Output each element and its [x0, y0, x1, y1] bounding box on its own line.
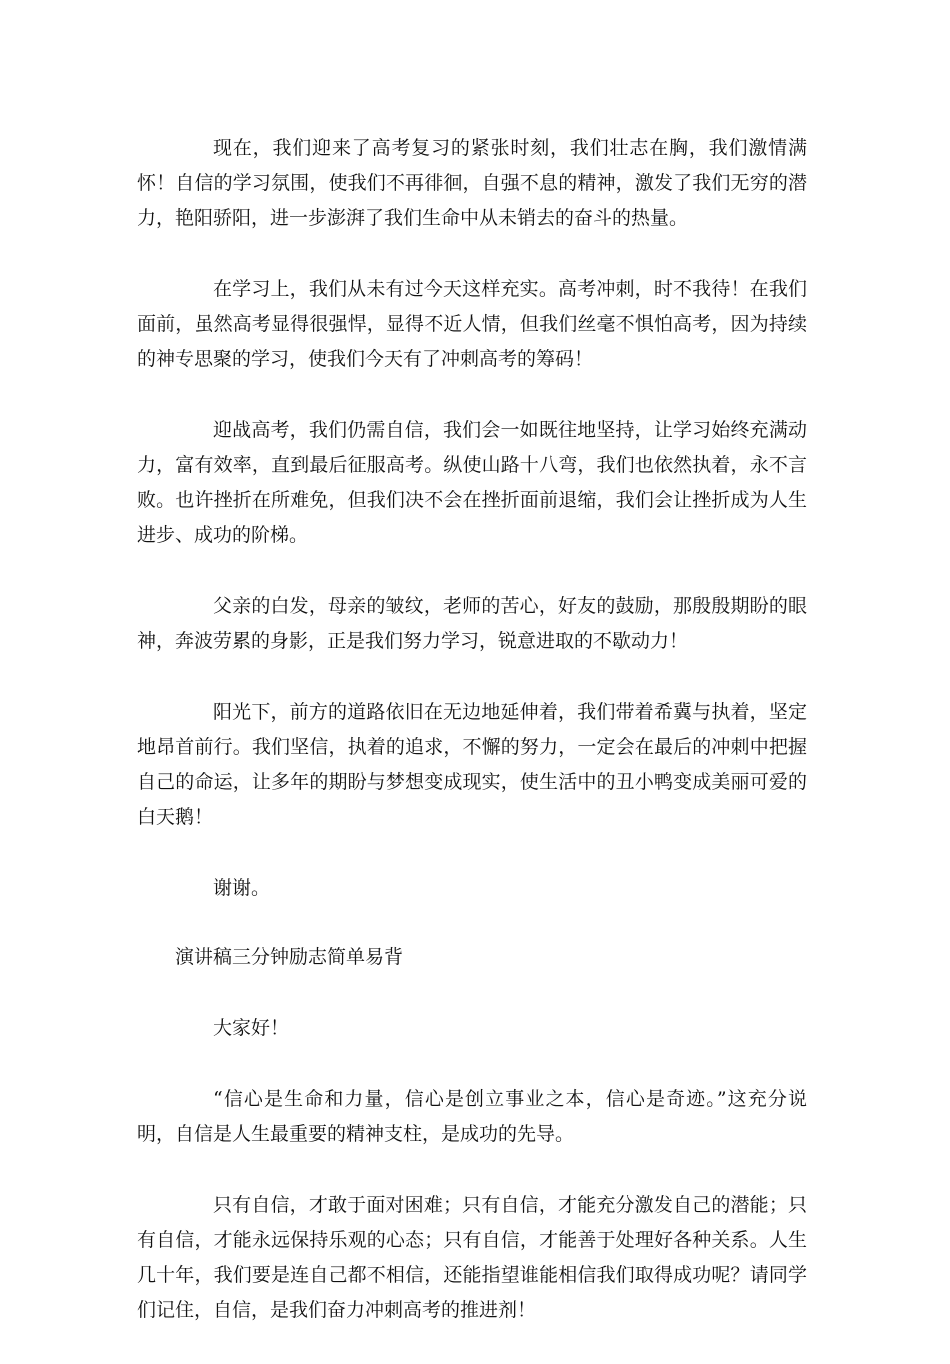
paragraph-1: 现在，我们迎来了高考复习的紧张时刻，我们壮志在胸，我们激情满怀！自信的学习氛围，使我们不再徘徊，自强不息的精神，激发了我们无穷的潜力，艳阳骄阳，进一步澎湃了我们生命中从未销去的奋斗的热量。 — [137, 137, 807, 229]
greeting: 大家好！ — [213, 1017, 290, 1039]
paragraph-4: 父亲的白发，母亲的皱纹，老师的苦心，好友的鼓励，那殷殷期盼的眼神，奔波劳累的身影，正是我们努力学习，锐意进取的不歇动力！ — [137, 595, 807, 652]
paragraph-quote: “信心是生命和力量，信心是创立事业之本，信心是奇迹。”这充分说明，自信是人生最重要的精神支柱，是成功的先导。 — [137, 1088, 807, 1145]
paragraph-2: 在学习上，我们从未有过今天这样充实。高考冲刺，时不我待！在我们面前，虽然高考显得很强悍，显得不近人情，但我们丝毫不惧怕高考，因为持续的神专思聚的学习，使我们今天有了冲刺高考的筹码！ — [137, 278, 807, 370]
document-body — [137, 131, 807, 1364]
paragraph-3: 迎战高考，我们仍需自信，我们会一如既往地坚持，让学习始终充满动力，富有效率，直到最后征服高考。纵使山路十八弯，我们也依然执着，永不言败。也许挫折在所难免，但我们决不会在挫折面前退缩，我们会让挫折成为人生进步、成功的阶梯。 — [137, 419, 807, 546]
section-heading: 演讲稿三分钟励志简单易背 — [175, 946, 404, 968]
paragraph-5: 阳光下，前方的道路依旧在无边地延伸着，我们带着希冀与执着，坚定地昂首前行。我们坚信，执着的追求，不懈的努力，一定会在最后的冲刺中把握自己的命运，让多年的期盼与梦想变成现实，使生活中的丑小鸭变成美丽可爱的白天鹅！ — [137, 701, 807, 828]
paragraph-thanks: 谢谢。 — [213, 877, 271, 899]
paragraph-confidence: 只有自信，才敢于面对困难；只有自信，才能充分激发自己的潜能；只有自信，才能永远保持乐观的心态；只有自信，才能善于处理好各种关系。人生几十年，我们要是连自己都不相信，还能指望谁能相信我们取得成功呢？请同学们记住，自信，是我们奋力冲刺高考的推进剂！ — [137, 1194, 807, 1321]
